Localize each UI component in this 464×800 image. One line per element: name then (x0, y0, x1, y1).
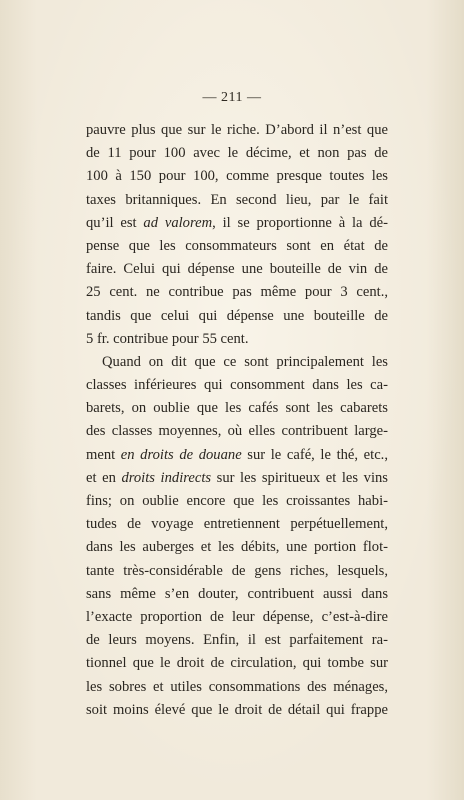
italic-phrase: en droits de douane (120, 446, 242, 463)
text-line (86, 189, 388, 212)
body-text (86, 119, 388, 722)
text-segment: tante très-considérable de gens riches, lesquels, (86, 562, 388, 579)
text-segment: et en (86, 469, 122, 486)
text-line (86, 583, 388, 606)
text-segment: taxes britanniques. En second lieu, par le fait (86, 191, 388, 208)
text-line (86, 212, 388, 235)
text-line (86, 467, 388, 490)
text-segment: barets, on oublie que les cafés sont les cabarets (86, 400, 388, 417)
text-segment: des classes moyennes, où elles contribuent large- (86, 423, 388, 440)
text-segment: tionnel que le droit de circulation, qui tombe sur (86, 655, 388, 672)
italic-phrase: ad valorem (143, 214, 213, 231)
text-segment: 5 fr. contribue pour 55 cent. (86, 330, 249, 347)
text-segment: faire. Celui qui dépense une bouteille de vin de (86, 261, 388, 278)
text-segment: 100 à 150 pour 100, comme presque toutes les (86, 168, 388, 185)
text-segment: sur le café, le thé, etc., (241, 446, 388, 463)
text-line (86, 513, 388, 536)
text-segment: de 11 pour 100 avec le décime, et non pas de (86, 145, 388, 162)
text-segment: sur les spiritueux et les vins (211, 469, 388, 486)
text-segment: soit moins élevé que le droit de détail qui frappe (86, 701, 388, 718)
text-line (86, 606, 388, 629)
text-line (86, 676, 388, 699)
text-segment: tudes de voyage entretiennent perpétuellement, (86, 516, 388, 533)
text-segment: 25 cent. ne contribue pas même pour 3 cent., (86, 284, 388, 301)
text-segment: classes inférieures qui consomment dans les ca- (86, 377, 388, 394)
text-segment: les sobres et utiles consommations des ménages, (86, 678, 388, 695)
italic-phrase: droits indirects (121, 469, 212, 486)
text-segment: ment (86, 446, 121, 463)
text-line (86, 235, 388, 258)
text-line (86, 444, 388, 467)
text-segment: Quand on dit que ce sont principalement les (102, 353, 388, 370)
text-line (86, 374, 388, 397)
text-segment: qu’il est (86, 214, 144, 231)
text-line (86, 119, 388, 142)
text-line (86, 142, 388, 165)
text-segment: sans même s’en douter, contribuent aussi dans (86, 585, 388, 602)
text-segment: tandis que celui qui dépense une bouteille de (86, 307, 388, 324)
text-line (86, 351, 388, 374)
text-line (86, 305, 388, 328)
text-line (86, 420, 388, 443)
text-line (86, 328, 388, 351)
text-line (86, 397, 388, 420)
text-segment: pense que les consommateurs sont en état de (86, 237, 388, 254)
text-segment: de leurs moyens. Enfin, il est parfaitement ra- (86, 632, 388, 649)
text-segment: , il se proportionne à la dé- (212, 214, 388, 231)
text-segment: dans les auberges et les débits, une portion flot- (86, 539, 388, 556)
text-segment: pauvre plus que sur le riche. D’abord il n’est que (86, 122, 388, 138)
text-line (86, 536, 388, 559)
text-segment: l’exacte proportion de leur dépense, c’est-à-dire (86, 608, 388, 625)
text-line (86, 165, 388, 188)
text-line (86, 629, 388, 652)
text-segment: fins; on oublie encore que les croissantes habi- (86, 493, 388, 509)
text-line (86, 699, 388, 722)
text-line (86, 258, 388, 281)
text-line (86, 652, 388, 675)
text-line (86, 560, 388, 583)
text-line (86, 490, 388, 513)
page-number: — 211 — (202, 90, 262, 105)
text-line (86, 281, 388, 304)
